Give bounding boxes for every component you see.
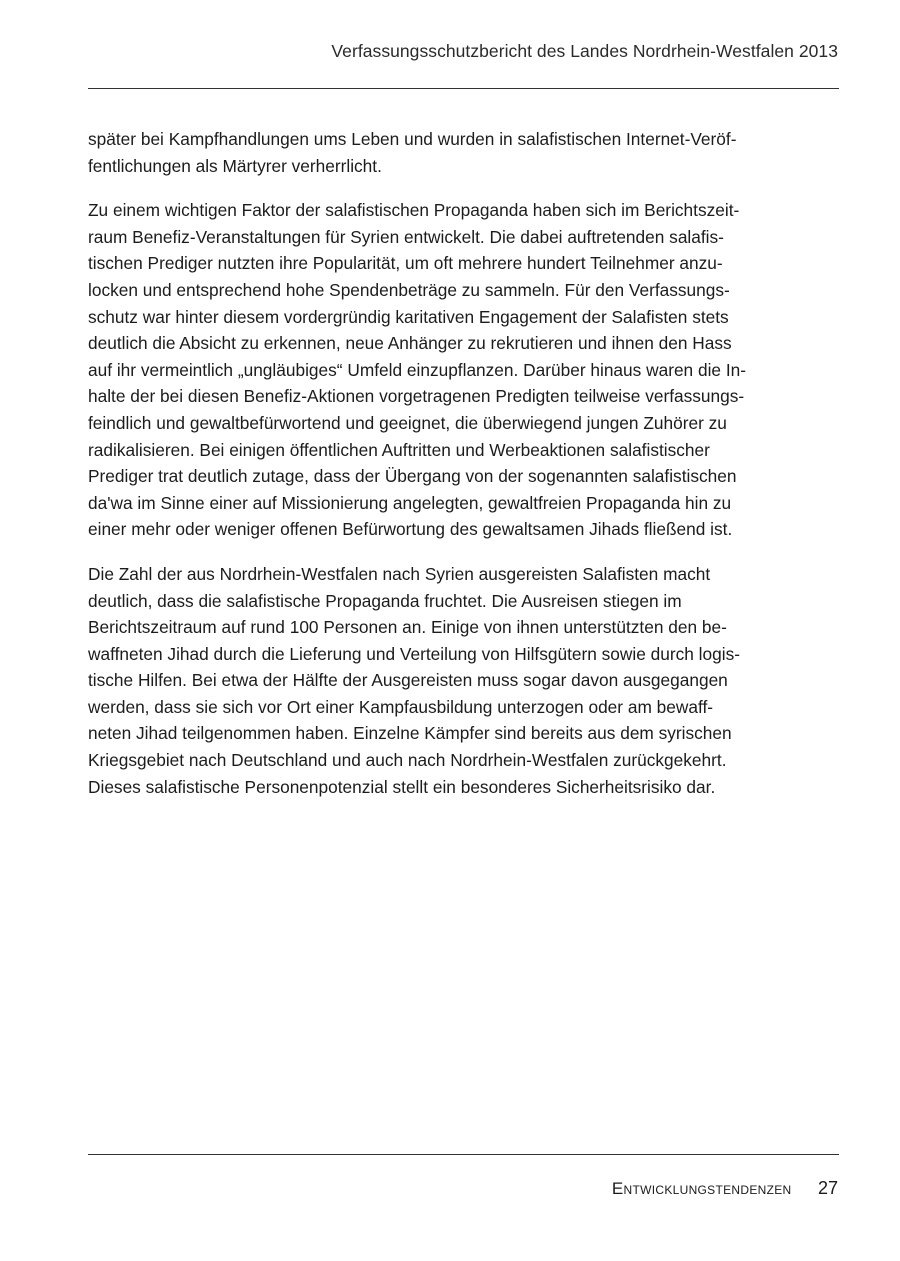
page-footer xyxy=(612,1178,838,1199)
text-line: neten Jihad teilgenommen haben. Einzelne Kämpfer sind bereits aus dem syrischen xyxy=(88,723,732,744)
text-line: feindlich und gewaltbefürwortend und geeignet, die überwiegend jungen Zuhörer zu xyxy=(88,412,727,433)
text-line: Prediger trat deutlich zutage, dass der Übergang von der sogenannten salafistischen xyxy=(88,466,737,487)
text-line: radikalisieren. Bei einigen öffentlichen Auftritten und Werbeaktionen salafistischer xyxy=(88,439,710,460)
paragraph-3 xyxy=(88,561,808,800)
text-line: tischen Prediger nutzten ihre Popularität, um oft mehrere hundert Teilnehmer anzu- xyxy=(88,253,723,274)
text-line: locken und entsprechend hohe Spendenbeträge zu sammeln. Für den Verfassungs- xyxy=(88,279,730,300)
text-line: einer mehr oder weniger offenen Befürwortung des gewaltsamen Jihads fließend ist. xyxy=(88,519,733,540)
header-rule xyxy=(88,88,839,89)
text-line: da'wa im Sinne einer auf Missionierung angelegten, gewaltfreien Propaganda hin zu xyxy=(88,492,732,513)
text-line: Kriegsgebiet nach Deutschland und auch nach Nordrhein-Westfalen zurückgekehrt. xyxy=(88,750,727,771)
paragraph-1 xyxy=(88,126,808,179)
text-line: Die Zahl der aus Nordrhein-Westfalen nach Syrien ausgereisten Salafisten macht xyxy=(88,563,711,584)
text-line: halte der bei diesen Benefiz-Aktionen vorgetragenen Predigten teilweise verfassungs- xyxy=(88,386,745,407)
page-number: 27 xyxy=(817,1178,838,1198)
page-header-title: Verfassungsschutzbericht des Landes Nordrhein-Westfalen 2013 xyxy=(331,41,838,61)
text-line: später bei Kampfhandlungen ums Leben und wurden in salafistischen Internet-Veröf- xyxy=(88,129,737,149)
text-line: Zu einem wichtigen Faktor der salafistischen Propaganda haben sich im Berichtszeit- xyxy=(88,200,740,221)
text-line: raum Benefiz-Veranstaltungen für Syrien entwickelt. Die dabei auftretenden salafis- xyxy=(88,226,724,247)
footer-rule xyxy=(88,1154,839,1155)
paragraph-2 xyxy=(88,197,808,543)
text-line: Dieses salafistische Personenpotenzial stellt ein besonderes Sicherheitsrisiko dar. xyxy=(88,776,716,797)
text-line: auf ihr vermeintlich „ungläubiges“ Umfeld einzupflanzen. Darüber hinaus waren die In- xyxy=(88,359,746,380)
text-line: deutlich die Absicht zu erkennen, neue Anhänger zu rekrutieren und ihnen den Hass xyxy=(88,333,732,354)
text-line: werden, dass sie sich vor Ort einer Kampfausbildung unterzogen oder am bewaff- xyxy=(88,696,714,717)
body-text xyxy=(88,126,808,818)
text-line: deutlich, dass die salafistische Propaganda fruchtet. Die Ausreisen stiegen im xyxy=(88,590,682,611)
text-line: Berichtszeitraum auf rund 100 Personen an. Einige von ihnen unterstützten den be- xyxy=(88,617,727,638)
text-line: waffneten Jihad durch die Lieferung und Verteilung von Hilfsgütern sowie durch logis- xyxy=(88,643,740,664)
text-line: tische Hilfen. Bei etwa der Hälfte der Ausgereisten muss sogar davon ausgegangen xyxy=(88,670,728,691)
text-line: schutz war hinter diesem vordergründig karitativen Engagement der Salafisten stets xyxy=(88,306,729,327)
text-line: fentlichungen als Märtyrer verherrlicht. xyxy=(88,155,382,176)
footer-section-title: Entwicklungstendenzen xyxy=(611,1179,792,1198)
